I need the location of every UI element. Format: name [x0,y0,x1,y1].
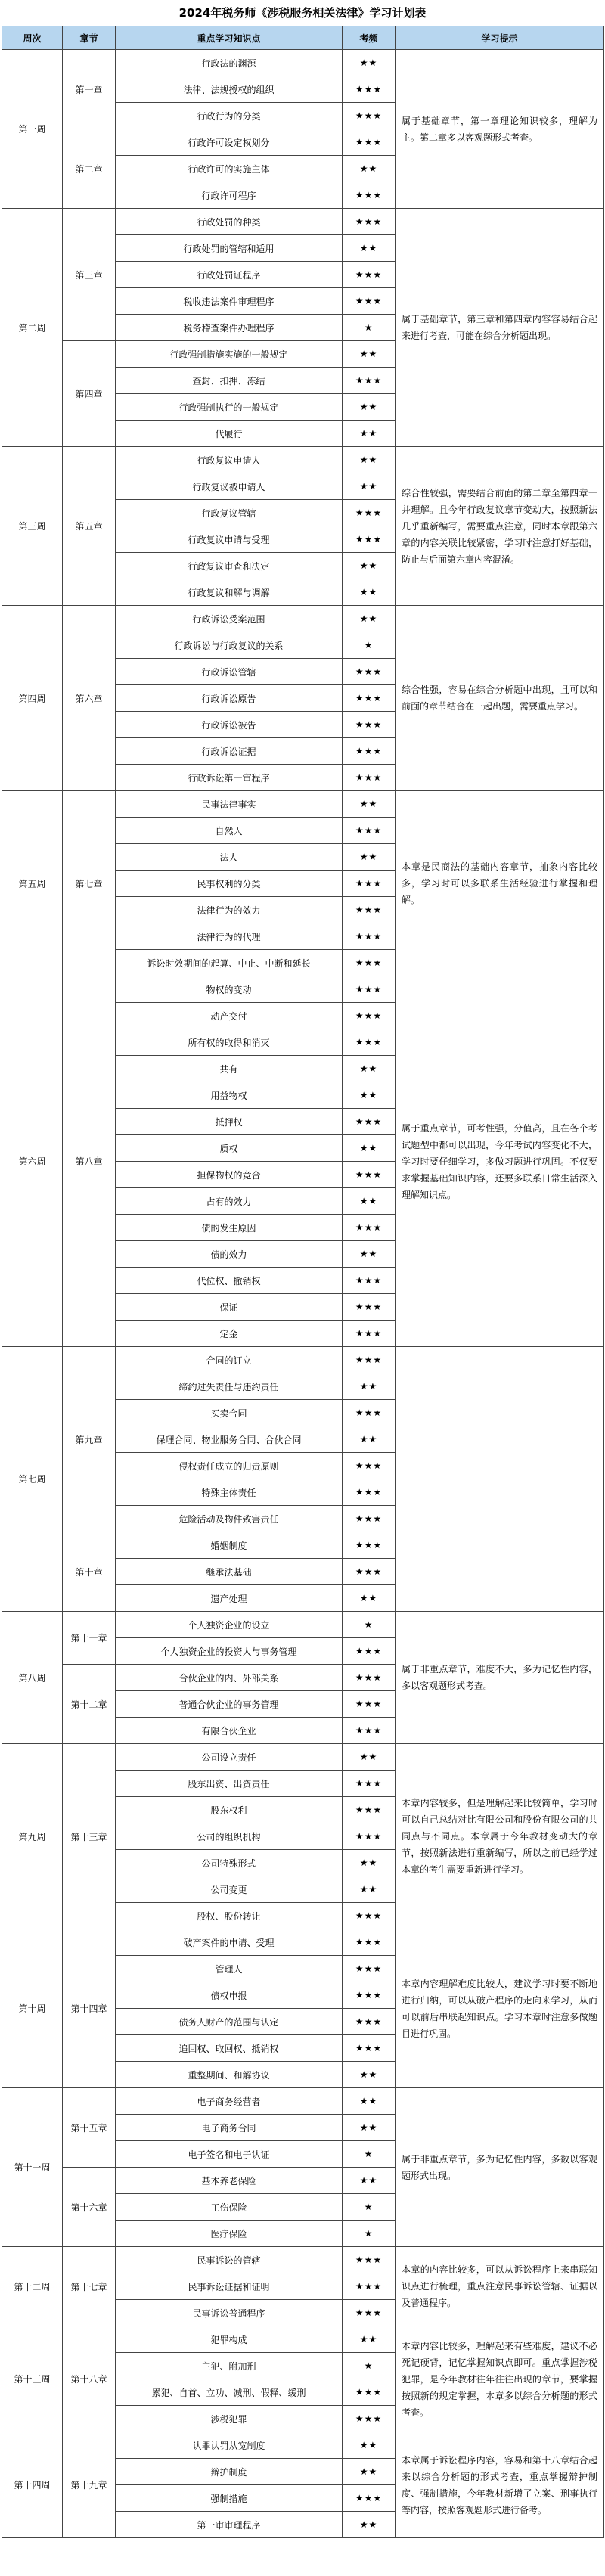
week-cell: 第九周 [2,1744,63,1929]
frequency-cell: ★★ [343,341,396,368]
frequency-cell: ★★★ [343,2485,396,2512]
frequency-cell: ★★★ [343,1003,396,1029]
frequency-cell: ★★★ [343,1453,396,1479]
key-point-cell: 个人独资企业的投资人与事务管理 [116,1638,343,1665]
week-cell: 第十四周 [2,2432,63,2538]
key-point-cell: 行政诉讼与行政复议的关系 [116,632,343,659]
study-tip-cell [396,1347,604,1612]
key-point-cell: 强制措施 [116,2485,343,2512]
frequency-cell: ★★★ [343,950,396,976]
frequency-cell: ★★★ [343,1903,396,1929]
frequency-cell: ★★★ [343,712,396,738]
chapter-cell: 第三章 [63,209,116,341]
frequency-cell: ★★ [343,1850,396,1876]
table-row [2,1929,604,1956]
frequency-cell: ★★ [343,791,396,818]
key-point-cell: 继承法基础 [116,1559,343,1585]
frequency-cell: ★★★ [343,738,396,765]
key-point-cell: 定金 [116,1321,343,1347]
chapter-cell: 第十五章 [63,2088,116,2168]
frequency-cell: ★★ [343,553,396,579]
frequency-cell: ★★★ [343,1797,396,1823]
frequency-cell: ★★ [343,235,396,262]
study-tip-cell: 本章的内容比较多，可以从诉讼程序上来串联知识点进行梳理，重点注意民事诉讼管辖、证据以及普通程序。 [396,2247,604,2326]
frequency-cell: ★ [343,632,396,659]
frequency-cell: ★★★ [343,1215,396,1241]
header-frequency: 考频 [343,26,396,50]
study-tip-cell: 属于非重点章节，难度不大，多为记忆性内容，多以客观题形式考查。 [396,1612,604,1744]
key-point-cell: 查封、扣押、冻结 [116,368,343,394]
frequency-cell: ★★ [343,1082,396,1109]
week-cell: 第十一周 [2,2088,63,2247]
frequency-cell: ★ [343,2194,396,2221]
table-row [2,791,604,818]
key-point-cell: 特殊主体责任 [116,1479,343,1506]
key-point-cell: 股东权利 [116,1797,343,1823]
frequency-cell: ★★★ [343,1638,396,1665]
key-point-cell: 股东出资、出资责任 [116,1771,343,1797]
frequency-cell: ★★★ [343,103,396,129]
key-point-cell: 主犯、附加刑 [116,2353,343,2379]
key-point-cell: 危险活动及物件致害责任 [116,1506,343,1532]
key-point-cell: 破产案件的申请、受理 [116,1929,343,1956]
frequency-cell: ★★★ [343,500,396,526]
chapter-cell: 第一章 [63,50,116,129]
study-tip-cell: 本章内容比较多，理解起来有些难度，建议不必死记硬背，记忆掌握知识点即可。重点掌握涉税犯罪，是今年教材往年往往出现的章节，要掌握按照新的规定掌握，本章多以综合分析题的形式考查。 [396,2326,604,2432]
page-title: 2024年税务师《涉税服务相关法律》学习计划表 [178,6,427,20]
table-row [2,1347,604,1373]
key-point-cell: 行政法的渊源 [116,50,343,76]
key-point-cell: 法律行为的代理 [116,923,343,950]
frequency-cell: ★★ [343,421,396,447]
key-point-cell: 债务人财产的范围与认定 [116,2009,343,2035]
frequency-cell: ★★★ [343,1665,396,1691]
frequency-cell: ★★★ [343,1029,396,1056]
key-point-cell: 普通合伙企业的事务管理 [116,1691,343,1718]
key-point-cell: 质权 [116,1135,343,1162]
key-point-cell: 工伤保险 [116,2194,343,2221]
key-point-cell: 犯罪构成 [116,2326,343,2353]
week-cell: 第十二周 [2,2247,63,2326]
frequency-cell: ★★ [343,2115,396,2141]
frequency-cell: ★★ [343,2326,396,2353]
key-point-cell: 侵权责任成立的归责原则 [116,1453,343,1479]
key-point-cell: 电子签名和电子认证 [116,2141,343,2168]
frequency-cell: ★★ [343,606,396,632]
chapter-cell: 第二章 [63,129,116,209]
frequency-cell: ★★ [343,1426,396,1453]
study-tip-cell: 综合性强，容易在综合分析题中出现，且可以和前面的章节结合在一起出题，需要重点学习。 [396,606,604,791]
study-tip-cell: 属于基础章节，第三章和第四章内容容易结合起来进行考查，可能在综合分析题出现。 [396,209,604,447]
frequency-cell: ★★★ [343,1956,396,1982]
table-row [2,2247,604,2273]
frequency-cell: ★★★ [343,685,396,712]
key-point-cell: 公司的组织机构 [116,1823,343,1850]
week-cell: 第三周 [2,447,63,606]
frequency-cell: ★★ [343,473,396,500]
key-point-cell: 缔约过失责任与违约责任 [116,1373,343,1400]
key-point-cell: 股权、股份转让 [116,1903,343,1929]
week-cell: 第七周 [2,1347,63,1612]
week-cell: 第十周 [2,1929,63,2088]
frequency-cell: ★★★ [343,76,396,103]
frequency-cell: ★★★ [343,288,396,315]
study-tip-cell: 本章是民商法的基础内容章节，抽象内容比较多，学习时可以多联系生活经验进行掌握和理解。 [396,791,604,976]
table-row [2,2088,604,2115]
key-point-cell: 行政诉讼受案范围 [116,606,343,632]
key-point-cell: 债权申报 [116,1982,343,2009]
key-point-cell: 保证 [116,1294,343,1321]
frequency-cell: ★★★ [343,1162,396,1188]
frequency-cell: ★★ [343,2088,396,2115]
chapter-cell: 第十二章 [63,1665,116,1744]
key-point-cell: 电子商务合同 [116,2115,343,2141]
key-point-cell: 法人 [116,844,343,871]
frequency-cell: ★★★ [343,923,396,950]
frequency-cell: ★★★ [343,2379,396,2406]
frequency-cell: ★ [343,2221,396,2247]
header-key-points: 重点学习知识点 [116,26,343,50]
study-plan-table [2,26,604,2538]
key-point-cell: 保理合同、物业服务合同、合伙合同 [116,1426,343,1453]
key-point-cell: 行政强制措施实施的一般规定 [116,341,343,368]
key-point-cell: 物权的变动 [116,976,343,1003]
key-point-cell: 行政复议和解与调解 [116,579,343,606]
key-point-cell: 认罪认罚从宽制度 [116,2432,343,2459]
header-chapter: 章节 [63,26,116,50]
frequency-cell: ★★★ [343,182,396,209]
frequency-cell: ★★★ [343,129,396,156]
key-point-cell: 行政诉讼第一审程序 [116,765,343,791]
key-point-cell: 代履行 [116,421,343,447]
frequency-cell: ★★★ [343,976,396,1003]
frequency-cell: ★★★ [343,368,396,394]
key-point-cell: 行政复议被申请人 [116,473,343,500]
frequency-cell: ★★ [343,2432,396,2459]
key-point-cell: 行政复议申请与受理 [116,526,343,553]
study-tip-cell: 属于基础章节，第一章理论知识较多，理解为主。第二章多以客观题形式考查。 [396,50,604,209]
frequency-cell: ★★★ [343,1294,396,1321]
frequency-cell: ★★ [343,394,396,421]
frequency-cell: ★★★ [343,1109,396,1135]
frequency-cell: ★★★ [343,2035,396,2062]
frequency-cell: ★★★ [343,526,396,553]
frequency-cell: ★★★ [343,1268,396,1294]
key-point-cell: 电子商务经营者 [116,2088,343,2115]
chapter-cell: 第八章 [63,976,116,1347]
frequency-cell: ★★★ [343,818,396,844]
key-point-cell: 行政诉讼证据 [116,738,343,765]
frequency-cell: ★★ [343,1056,396,1082]
key-point-cell: 所有权的取得和消灭 [116,1029,343,1056]
chapter-cell: 第四章 [63,341,116,447]
frequency-cell: ★★★ [343,659,396,685]
study-tip-cell: 本章内容较多，但是理解起来比较简单，学习时可以自己总结对比有限公司和股份有限公司的共同点与不同点。本章属于今年教材变动大的章节，按照新法进行重新编写，所以之前已经学过本章的考生需要重新进行学习。 [396,1744,604,1929]
chapter-cell: 第十六章 [63,2168,116,2247]
frequency-cell: ★ [343,2353,396,2379]
table-row [2,50,604,76]
key-point-cell: 税务稽查案件办理程序 [116,315,343,341]
key-point-cell: 民事法律事实 [116,791,343,818]
header-tips: 学习提示 [396,26,604,50]
chapter-cell: 第十一章 [63,1612,116,1665]
frequency-cell: ★★ [343,579,396,606]
key-point-cell: 行政复议申请人 [116,447,343,473]
key-point-cell: 民事诉讼普通程序 [116,2300,343,2326]
study-tip-cell: 本章属于诉讼程序内容，容易和第十八章结合起来以综合分析题的形式考查，重点掌握辩护制度、强制措施，今年教材新增了立案、刑事执行等内容，按照客观题形式进行备考。 [396,2432,604,2538]
frequency-cell: ★★★ [343,1321,396,1347]
key-point-cell: 涉税犯罪 [116,2406,343,2432]
study-tip-cell: 属于重点章节，可考性强，分值高，且在各个考试题型中都可以出现，今年考试内容变化不大，学习时要仔细学习，多做习题进行巩固。不仅要求掌握基础知识内容，还要多联系日常生活深入理解知识点。 [396,976,604,1347]
key-point-cell: 民事权利的分类 [116,871,343,897]
week-cell: 第一周 [2,50,63,209]
week-cell: 第五周 [2,791,63,976]
key-point-cell: 行政诉讼原告 [116,685,343,712]
frequency-cell: ★★★ [343,1532,396,1559]
frequency-cell: ★★ [343,844,396,871]
frequency-cell: ★★★ [343,209,396,235]
key-point-cell: 公司变更 [116,1876,343,1903]
table-row [2,447,604,473]
week-cell: 第二周 [2,209,63,447]
chapter-cell: 第十三章 [63,1744,116,1929]
key-point-cell: 行政许可设定权划分 [116,129,343,156]
frequency-cell: ★★ [343,1585,396,1612]
frequency-cell: ★★★ [343,1718,396,1744]
frequency-cell: ★★ [343,50,396,76]
key-point-cell: 税收违法案件审理程序 [116,288,343,315]
frequency-cell: ★★★ [343,871,396,897]
key-point-cell: 诉讼时效期间的起算、中止、中断和延长 [116,950,343,976]
frequency-cell: ★★★ [343,1347,396,1373]
key-point-cell: 占有的效力 [116,1188,343,1215]
key-point-cell: 有限合伙企业 [116,1718,343,1744]
study-tip-cell: 本章内容理解难度比较大，建议学习时要不断地进行归纳，可以从破产程序的走向来学习，从而可以前后串联起知识点。学习本章时注意多做题目进行巩固。 [396,1929,604,2088]
key-point-cell: 法律、法规授权的组织 [116,76,343,103]
key-point-cell: 买卖合同 [116,1400,343,1426]
header-week: 周次 [2,26,63,50]
frequency-cell: ★★ [343,2062,396,2088]
key-point-cell: 个人独资企业的设立 [116,1612,343,1638]
key-point-cell: 行政处罚的管辖和适用 [116,235,343,262]
frequency-cell: ★★ [343,1876,396,1903]
key-point-cell: 担保物权的竞合 [116,1162,343,1188]
chapter-cell: 第六章 [63,606,116,791]
table-row [2,606,604,632]
frequency-cell: ★★ [343,447,396,473]
key-point-cell: 行政处罚证程序 [116,262,343,288]
frequency-cell: ★ [343,1612,396,1638]
key-point-cell: 债的发生原因 [116,1215,343,1241]
key-point-cell: 婚姻制度 [116,1532,343,1559]
week-cell: 第六周 [2,976,63,1347]
frequency-cell: ★★ [343,1241,396,1268]
key-point-cell: 行政复议管辖 [116,500,343,526]
frequency-cell: ★★★ [343,1982,396,2009]
chapter-cell: 第十四章 [63,1929,116,2088]
chapter-cell: 第九章 [63,1347,116,1532]
header-row [2,26,604,50]
chapter-cell: 第七章 [63,791,116,976]
key-point-cell: 自然人 [116,818,343,844]
frequency-cell: ★★★ [343,2300,396,2326]
frequency-cell: ★★ [343,1188,396,1215]
frequency-cell: ★★ [343,1373,396,1400]
frequency-cell: ★★★ [343,1771,396,1797]
week-cell: 第八周 [2,1612,63,1744]
frequency-cell: ★ [343,315,396,341]
key-point-cell: 合同的订立 [116,1347,343,1373]
frequency-cell: ★★★ [343,2009,396,2035]
chapter-cell: 第十章 [63,1532,116,1612]
frequency-cell: ★★ [343,2512,396,2538]
table-row [2,1612,604,1638]
frequency-cell: ★★ [343,1744,396,1771]
study-tip-cell: 属于非重点章节，多为记忆性内容，多数以客观题形式出现。 [396,2088,604,2247]
key-point-cell: 民事诉讼证据和证明 [116,2273,343,2300]
frequency-cell: ★★★ [343,1929,396,1956]
table-row [2,2326,604,2353]
key-point-cell: 行政诉讼被告 [116,712,343,738]
frequency-cell: ★★★ [343,2273,396,2300]
key-point-cell: 遗产处理 [116,1585,343,1612]
frequency-cell: ★★ [343,1135,396,1162]
key-point-cell: 行政复议审查和决定 [116,553,343,579]
key-point-cell: 行政强制执行的一般规定 [116,394,343,421]
table-row [2,976,604,1003]
key-point-cell: 管理人 [116,1956,343,1982]
frequency-cell: ★★★ [343,1400,396,1426]
key-point-cell: 债的效力 [116,1241,343,1268]
key-point-cell: 第一审审理程序 [116,2512,343,2538]
frequency-cell: ★★★ [343,1691,396,1718]
key-point-cell: 代位权、撤销权 [116,1268,343,1294]
key-point-cell: 法律行为的效力 [116,897,343,923]
frequency-cell: ★★★ [343,897,396,923]
frequency-cell: ★ [343,2141,396,2168]
key-point-cell: 行政诉讼管辖 [116,659,343,685]
key-point-cell: 抵押权 [116,1109,343,1135]
key-point-cell: 重整期间、和解协议 [116,2062,343,2088]
chapter-cell: 第十九章 [63,2432,116,2538]
frequency-cell: ★★★ [343,1559,396,1585]
chapter-cell: 第十八章 [63,2326,116,2432]
chapter-cell: 第五章 [63,447,116,606]
key-point-cell: 共有 [116,1056,343,1082]
frequency-cell: ★★ [343,2459,396,2485]
key-point-cell: 用益物权 [116,1082,343,1109]
key-point-cell: 累犯、自首、立功、减刑、假释、缓刑 [116,2379,343,2406]
key-point-cell: 公司特殊形式 [116,1850,343,1876]
week-cell: 第十三周 [2,2326,63,2432]
key-point-cell: 基本养老保险 [116,2168,343,2194]
frequency-cell: ★★ [343,156,396,182]
key-point-cell: 行政处罚的种类 [116,209,343,235]
key-point-cell: 辩护制度 [116,2459,343,2485]
frequency-cell: ★★★ [343,1479,396,1506]
frequency-cell: ★★★ [343,765,396,791]
frequency-cell: ★★★ [343,1823,396,1850]
frequency-cell: ★★★ [343,2406,396,2432]
frequency-cell: ★★★ [343,2247,396,2273]
week-cell: 第四周 [2,606,63,791]
study-tip-cell: 综合性较强，需要结合前面的第二章至第四章一并理解。且今年行政复议章节变动大，按照新法几乎重新编写，需要重点注意，同时本章跟第六章的内容关联比较紧密，学习时注意打好基础，防止与后面第六章内容混淆。 [396,447,604,606]
table-row [2,209,604,235]
key-point-cell: 合伙企业的内、外部关系 [116,1665,343,1691]
table-row [2,2432,604,2459]
key-point-cell: 民事诉讼的管辖 [116,2247,343,2273]
key-point-cell: 医疗保险 [116,2221,343,2247]
frequency-cell: ★★★ [343,262,396,288]
key-point-cell: 行政行为的分类 [116,103,343,129]
frequency-cell: ★★★ [343,1506,396,1532]
key-point-cell: 行政许可程序 [116,182,343,209]
plan-body [2,50,604,2538]
key-point-cell: 行政许可的实施主体 [116,156,343,182]
table-row [2,1744,604,1771]
key-point-cell: 追回权、取回权、抵销权 [116,2035,343,2062]
key-point-cell: 公司设立责任 [116,1744,343,1771]
key-point-cell: 动产交付 [116,1003,343,1029]
frequency-cell: ★★ [343,2168,396,2194]
chapter-cell: 第十七章 [63,2247,116,2326]
